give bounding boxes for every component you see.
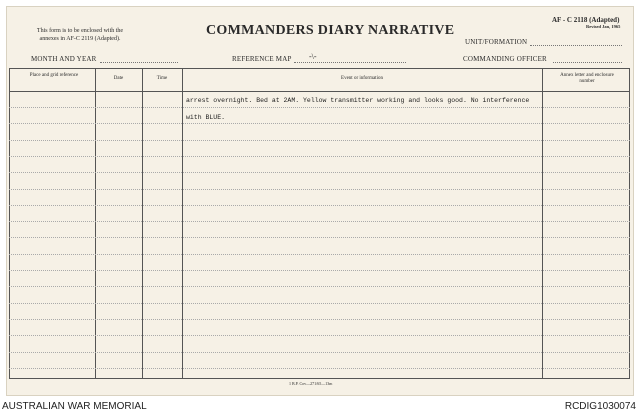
column-divider	[95, 68, 96, 378]
column-header-annex: Annex letter and enclosure number	[560, 73, 614, 84]
form-title: COMMANDERS DIARY NARRATIVE	[206, 23, 455, 38]
ruled-row-line	[9, 205, 630, 206]
column-header-date: Date	[113, 76, 124, 81]
column-divider	[542, 68, 543, 378]
reference-map-label: REFERENCE MAP	[232, 55, 292, 63]
reference-map-value: -\-	[309, 52, 317, 61]
table-left-border	[9, 68, 10, 378]
column-header-place: Place and grid reference	[29, 73, 79, 78]
table-header-rule	[9, 91, 630, 92]
column-divider	[182, 68, 183, 378]
diary-entry-line: arrest overnight. Bed at 2AM. Yellow transmitter working and looks good. No interference	[186, 97, 530, 104]
ruled-row-line	[9, 368, 630, 369]
diary-entry-line: with BLUE.	[186, 114, 226, 121]
table-bottom-rule	[9, 378, 630, 379]
column-header-event: Event or information	[341, 76, 383, 81]
commanding-officer-field	[553, 62, 622, 63]
ruled-row-line	[9, 352, 630, 353]
commanding-officer-label: COMMANDING OFFICER	[463, 55, 547, 63]
ruled-row-line	[9, 156, 630, 157]
table-top-rule	[9, 68, 630, 69]
form-number: AF - C 2118 (Adapted)	[552, 16, 620, 24]
archive-institution: AUSTRALIAN WAR MEMORIAL	[2, 401, 147, 412]
form-revision-date: Revised Jan, 1965	[586, 24, 621, 29]
unit-formation-label: UNIT/FORMATION	[465, 38, 528, 46]
reference-map-field	[294, 62, 406, 63]
ruled-row-line	[9, 140, 630, 141]
month-year-field	[100, 62, 178, 63]
ruled-row-line	[9, 107, 630, 108]
unit-formation-field	[530, 45, 622, 46]
ruled-row-line	[9, 270, 630, 271]
form-enclosure-note: This form is to be enclosed with the annexes in AF-C 2119 (Adapted).	[36, 28, 124, 42]
column-divider	[142, 68, 143, 378]
ruled-row-line	[9, 172, 630, 173]
ruled-row-line	[9, 189, 630, 190]
month-year-label: MONTH AND YEAR	[31, 55, 97, 63]
ruled-row-line	[9, 254, 630, 255]
ruled-row-line	[9, 286, 630, 287]
table-right-border	[629, 68, 630, 378]
archive-identifier: RCDIG1030074	[564, 401, 636, 412]
ruled-row-line	[9, 237, 630, 238]
diary-form-sheet	[6, 6, 634, 396]
ruled-row-line	[9, 221, 630, 222]
ruled-row-line	[9, 335, 630, 336]
column-header-time: Time	[156, 76, 168, 81]
ruled-row-line	[9, 303, 630, 304]
ruled-row-line	[9, 319, 630, 320]
printer-imprint: 1 B.P. Cov—271/65—13m	[289, 381, 333, 386]
ruled-row-line	[9, 123, 630, 124]
